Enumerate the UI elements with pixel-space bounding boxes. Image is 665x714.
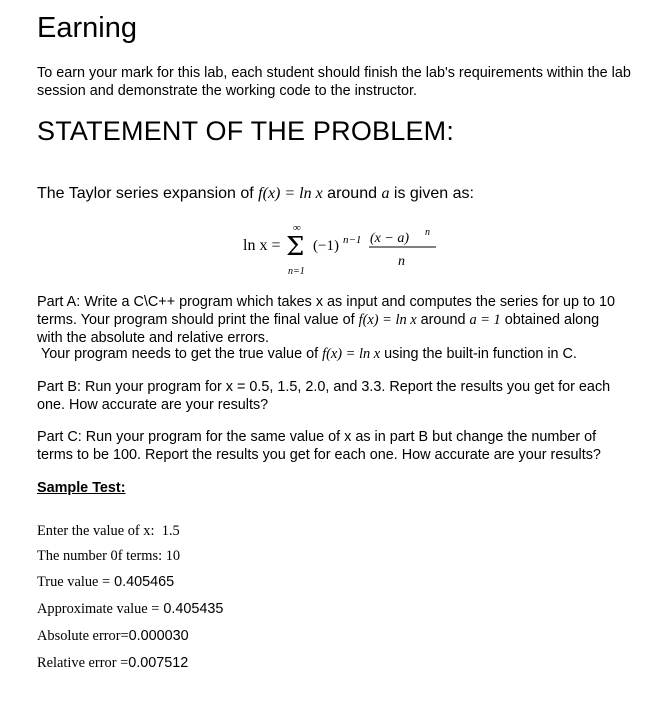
sample-rel-error-value: 0.007512 xyxy=(128,655,189,671)
sample-input-value: 1.5 xyxy=(161,523,180,539)
part-a-line-4-function: f(x) = ln x xyxy=(322,346,381,362)
sample-line-true xyxy=(37,574,174,591)
taylor-prefix: The Taylor series expansion of xyxy=(37,185,254,202)
sample-line-abs-error xyxy=(37,628,189,645)
sample-terms-label: The number 0f terms: xyxy=(37,548,163,564)
sample-approx-label: Approximate value = xyxy=(37,601,160,617)
sum-upper-limit: ∞ xyxy=(293,222,301,234)
page-heading: Earning xyxy=(37,12,137,44)
taylor-intro xyxy=(37,185,474,203)
part-c-line-2: terms to be 100. Report the results you get for each one. How accurate are your results? xyxy=(37,447,601,463)
equation-term: (−1) xyxy=(313,238,339,254)
fraction-denominator: n xyxy=(398,254,405,269)
sample-terms-value: 10 xyxy=(165,548,181,564)
sample-line-approx xyxy=(37,601,223,618)
sample-line-rel-error xyxy=(37,655,188,672)
taylor-around: around xyxy=(327,185,377,202)
part-a xyxy=(37,293,657,347)
sample-true-value: 0.405465 xyxy=(114,574,175,590)
part-a-line-3: with the absolute and relative errors. xyxy=(37,330,269,346)
part-b xyxy=(37,378,657,414)
numerator-exponent: n xyxy=(425,227,430,238)
intro-paragraph: To earn your mark for this lab, each student should finish the lab's requirements within the lab session and demonstrate the working code to the instructor. xyxy=(37,65,631,99)
part-a-function: f(x) = ln x xyxy=(358,312,417,328)
sample-input-label: Enter the value of x: xyxy=(37,523,155,539)
sum-lower-limit: n=1 xyxy=(288,266,305,277)
sample-abs-error-label: Absolute error= xyxy=(37,628,129,644)
part-b-line-2: one. How accurate are your results? xyxy=(37,397,269,413)
part-a-line-2-end: obtained along xyxy=(504,312,600,328)
equation-lhs: ln x = xyxy=(243,237,281,254)
taylor-equation xyxy=(243,222,463,280)
taylor-function: f(x) = ln x xyxy=(258,185,323,202)
part-a-line-4-text: Your program needs to get the true value of xyxy=(41,346,319,362)
sample-test-title: Sample Test: xyxy=(37,480,126,496)
sample-approx-value: 0.405435 xyxy=(163,601,224,617)
sample-rel-error-label: Relative error = xyxy=(37,655,129,671)
part-a-line-4 xyxy=(41,345,661,363)
taylor-a: a xyxy=(381,185,390,202)
sample-line-input xyxy=(37,523,180,540)
part-c-line-1: Part C: Run your program for the same value of x as in part B but change the number of xyxy=(37,429,597,445)
part-c xyxy=(37,428,657,464)
sigma-icon: Σ xyxy=(286,232,305,262)
part-a-line-2-text: terms. Your program should print the final value of xyxy=(37,312,355,328)
part-a-line-2 xyxy=(37,311,657,329)
part-a-line-4-end: using the built-in function in C. xyxy=(384,346,577,362)
part-a-line-1: Part A: Write a C\C++ program which takes x as input and computes the series for up to 10 xyxy=(37,294,616,310)
part-a-a-value: a = 1 xyxy=(469,312,501,328)
taylor-suffix: is given as: xyxy=(393,185,474,202)
sample-line-terms xyxy=(37,548,180,565)
part-a-around: around xyxy=(420,312,466,328)
section-title: STATEMENT OF THE PROBLEM: xyxy=(37,116,455,146)
equation-exponent: n−1 xyxy=(343,234,362,246)
part-b-line-1: Part B: Run your program for x = 0.5, 1.5, 2.0, and 3.3. Report the results you get for each xyxy=(37,379,611,395)
fraction-numerator: (x − a) xyxy=(370,231,409,246)
sample-true-label: True value = xyxy=(37,574,111,590)
sample-abs-error-value: 0.000030 xyxy=(128,628,189,644)
